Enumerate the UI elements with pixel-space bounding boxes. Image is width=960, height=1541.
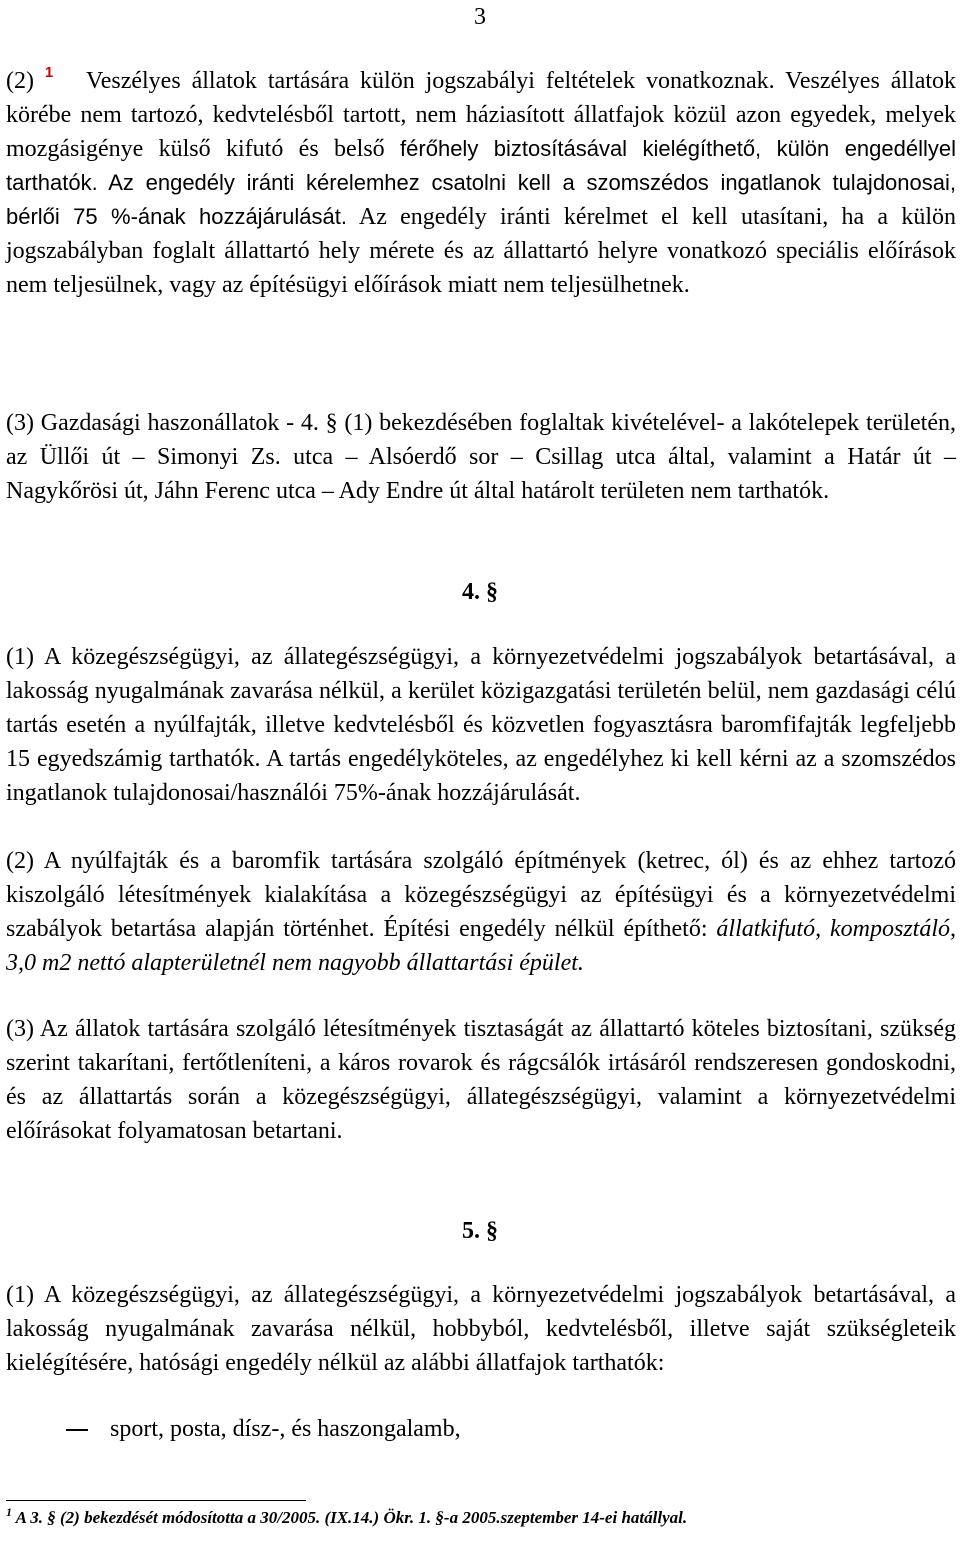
paragraph-text: (2) A nyúlfajták és a baromfik tartására szolgáló építmények (ketrec, ól) és az ehhez tartozó kiszolgáló létesítmények kialakítása a közegészségügyi az építésügyi és a környezetvédelmi szabályok betartása alapján történhet. Építési engedély nélkül építhető:: [6, 848, 956, 942]
paragraph-text-sans: férőhely biztosításával kielégíthető, külön engedéllyel tarthatók. Az engedély iránti kérelemhez csatolni kell a szomszédos ingatlanok tulajdonosai, bérlői 75 %-ának hozzájárulását.: [6, 136, 957, 229]
dash-icon: [66, 1429, 88, 1431]
paragraph-3-2: [6, 64, 956, 302]
paragraph-3-3: (3) Gazdasági haszonállatok - 4. § (1) bekezdésében foglaltak kivételével- a lakótelepek területén, az Üllői út – Simonyi Zs. utca – Alsóerdő sor – Csillag utca által, valamint a Határ út – Nagykőrösi út, Jáhn Ferenc utca – Ady Endre út által határolt területen nem tarthatók.: [6, 410, 956, 504]
paragraph-text-italic: állatkifutó, komposztáló, 3,0 m2 nettó alapterületnél nem nagyobb állattartási épület.: [6, 916, 956, 976]
paragraph-text-tail: Az engedély iránti kérelmet el kell utasítani, ha a külön jogszabályban foglalt állattartó hely mérete és az állattartó helyre vonatkozó speciális előírások nem teljesülnek, vagy az építésügyi előírások miatt nem teljesülhetnek.: [6, 204, 956, 298]
paragraph-marker: (2): [6, 68, 34, 94]
list-item: [66, 1412, 461, 1446]
paragraph-5-1: (1) A közegészségügyi, az állategészségügyi, a környezetvédelmi jogszabályok betartásával, a lakosság nyugalmának zavarása nélkül, hobbyból, kedvtelésből, illetve saját szükségleteik kielégítésére, hatósági engedély nélkül az alábbi állatfajok tarthatók:: [6, 1282, 956, 1376]
section-4-heading: 4. §: [462, 579, 498, 605]
paragraph-4-1: (1) A közegészségügyi, az állategészségügyi, a környezetvédelmi jogszabályok betartásával, a lakosság nyugalmának zavarása nélkül, a kerület közigazgatási területén belül, nem gazdasági célú tartás esetén a nyúlfajták, illetve kedvtelésből és közvetlen fogyasztásra baromfifajták legfeljebb 15 egyedszámig tarthatók. A tartás engedélyköteles, az engedélyhez ki kell kérni az a szomszédos ingatlanok tulajdonosai/használói 75%-ának hozzájárulását.: [6, 644, 956, 806]
footnote-reference[interactable]: 1: [44, 64, 54, 81]
footnote-marker: 1: [6, 1505, 12, 1519]
paragraph-4-3: (3) Az állatok tartására szolgáló létesítmények tisztaságát az állattartó köteles biztosítani, szükség szerint takarítani, fertőtleníteni, a káros rovarok és rágcsálók irtásáról rendszeresen gondoskodni, és az állattartás során a közegészségügyi, állategészségügyi, valamint a környezetvédelmi előírásokat folyamatosan betartani.: [6, 1016, 956, 1144]
section-5-heading: 5. §: [462, 1218, 498, 1244]
footnote: [6, 1505, 956, 1528]
list-item-text: sport, posta, dísz-, és haszongalamb,: [110, 1416, 461, 1442]
paragraph-text-lead: Veszélyes állatok tartására külön jogszabályi feltételek vonatkoznak. Veszélyes állatok körébe nem tartozó, kedvtelésből tartott, nem háziasított állatfajok közül azon egyedek, melyek mozgásigénye külső kifutó és belső: [6, 68, 957, 162]
footnote-divider: [6, 1500, 306, 1501]
footnote-text: A 3. § (2) bekezdését módosította a 30/2005. (IX.14.) Ökr. 1. §-a 2005.szeptember 14-ei hatállyal.: [15, 1508, 688, 1527]
page-number: 3: [474, 4, 486, 30]
paragraph-4-2: [6, 844, 956, 980]
